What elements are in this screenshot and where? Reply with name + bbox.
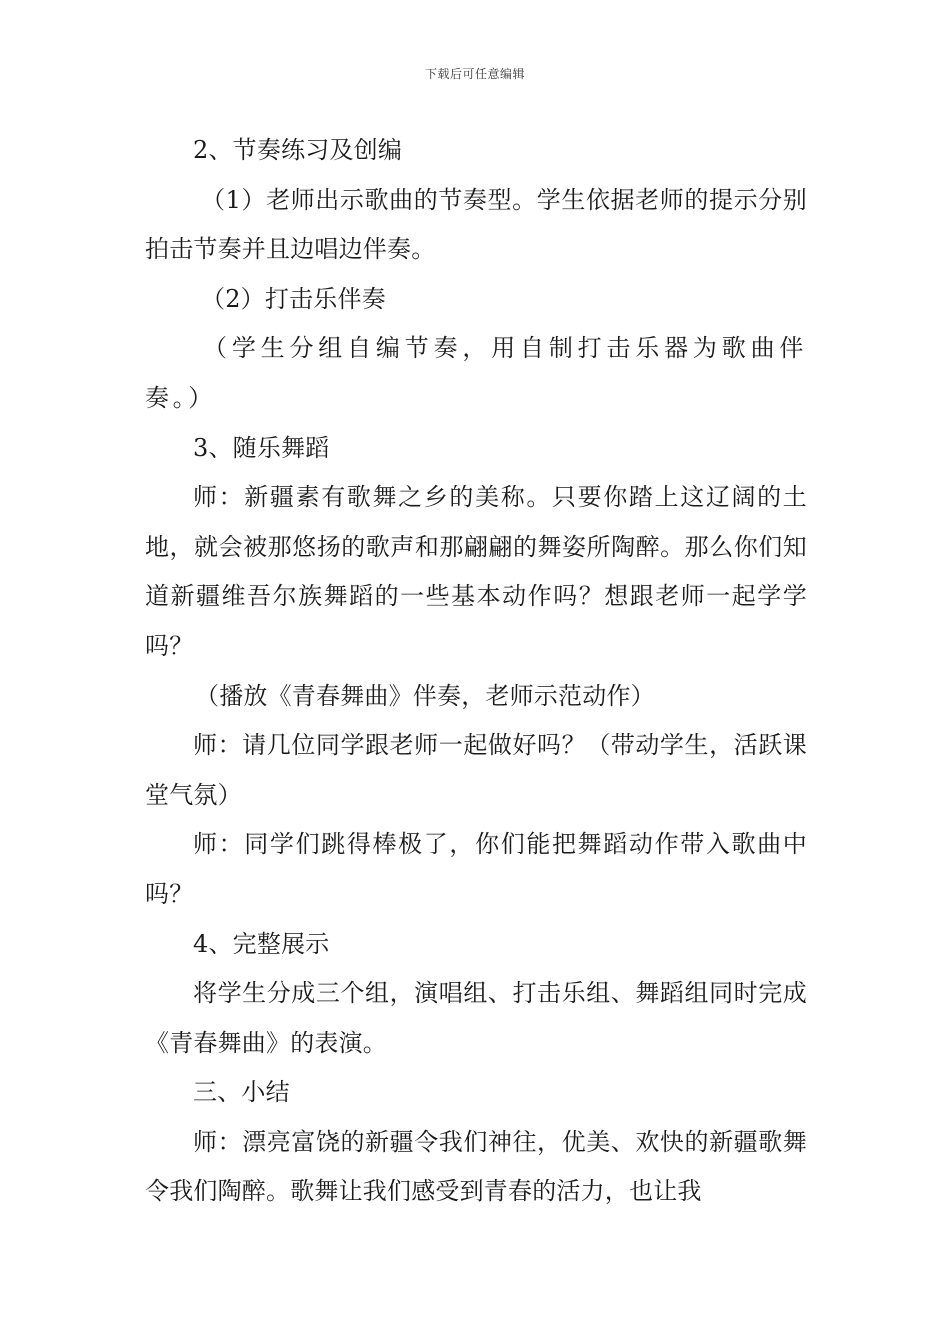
header-note: 下载后可任意编辑 (424, 67, 525, 81)
section-heading-rhythm-practice: 2、节奏练习及创编 (193, 136, 403, 164)
subheading-percussion: （2）打击乐伴奏 (201, 284, 386, 313)
paragraph-teacher-xinjiang: 师：新疆素有歌舞之乡的美称。只要你踏上这辽阔的土地，就会被那悠扬的歌声和那翩翩的舞姿所陶醉。那么你们知道新疆维吾尔族舞蹈的一些基本动作吗？想跟老师一起学学吗？ (145, 483, 807, 660)
section-heading-summary: 三、小结 (193, 1078, 290, 1107)
paragraph-groups: 将学生分成三个组，演唱组、打击乐组、舞蹈组同时完成《青春舞曲》的表演。 (145, 979, 807, 1057)
paragraph-rhythm-pattern: （1）老师出示歌曲的节奏型。学生依据老师的提示分别拍击节奏并且边唱边伴奏。 (145, 185, 807, 264)
paragraph-teacher-invite: 师：请几位同学跟老师一起做好吗？（带动学生，活跃课堂气氛） (145, 731, 807, 809)
document-body (145, 126, 807, 1217)
section-heading-showcase: 4、完整展示 (193, 929, 330, 958)
paragraph-percussion-note: （学生分组自编节奏，用自制打击乐器为歌曲伴奏。） (145, 334, 807, 412)
paragraph-play-music: （播放《青春舞曲》伴奏，老师示范动作） (195, 681, 655, 710)
paragraph-summary: 师：漂亮富饶的新疆令我们神往，优美、欢快的新疆歌舞令我们陶醉。歌舞让我们感受到青春的活力，也让我 (145, 1127, 807, 1206)
section-heading-dance: 3、随乐舞蹈 (193, 433, 330, 462)
paragraph-teacher-praise: 师：同学们跳得棒极了，你们能把舞蹈动作带入歌曲中吗？ (145, 830, 807, 908)
